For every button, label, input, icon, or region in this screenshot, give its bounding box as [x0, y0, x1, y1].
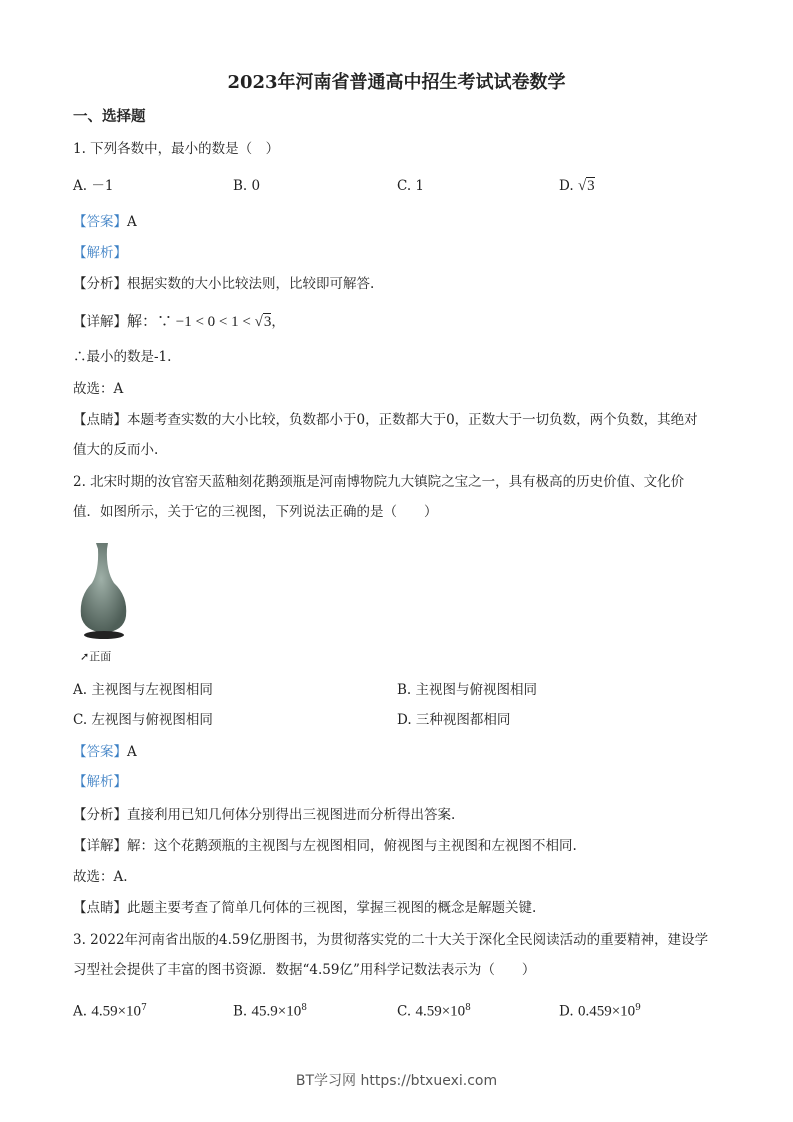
answer-tag: 【答案】 [73, 214, 127, 230]
q1-fenxi [73, 274, 374, 294]
q3-option-d [559, 998, 641, 1022]
detail-math: 解：∵ −1 < 0 < 1 < [127, 314, 255, 330]
footer-watermark: BT学习网 https://btxuexi.com [295, 1073, 498, 1089]
fenxi-text: 直接利用已知几何体分别得出三视图进而分析得出答案. [127, 807, 456, 823]
q2-option-a: A. 主视图与左视图相同 [73, 682, 213, 698]
q1-note [73, 410, 698, 430]
q1-stem: 1. 下列各数中，最小的数是（ ） [73, 141, 280, 157]
answer-tag: 【答案】 [73, 744, 127, 760]
q2-detail [73, 836, 577, 856]
q1-analysis-tag: 【解析】 [73, 245, 127, 261]
option-label: B. [233, 1003, 248, 1020]
q2-note [73, 898, 536, 918]
q1-therefore: ∴最小的数是-1. [73, 349, 172, 365]
option-label: C. [397, 1003, 412, 1020]
q2-option-b: B. 主视图与俯视图相同 [397, 682, 538, 698]
front-caption [80, 647, 111, 667]
q2-option-c: C. 左视图与俯视图相同 [73, 712, 213, 728]
detail-text: 解：这个花鹅颈瓶的主视图与左视图相同，俯视图与主视图和左视图不相同. [127, 838, 577, 854]
caption-text: 正面 [89, 650, 112, 663]
q1-option-d: D. √3 [559, 178, 595, 194]
note-text: 此题主要考查了简单几何体的三视图，掌握三视图的概念是解题关键. [127, 900, 537, 916]
fenxi-tag: 【分析】 [73, 276, 127, 292]
note-text: 本题考查实数的大小比较，负数都小于0，正数都大于0，正数大于一切负数，两个负数，其绝对 [127, 412, 698, 428]
q1-note-cont: 值大的反而小. [73, 442, 159, 458]
section-heading: 一、选择题 [73, 108, 146, 125]
option-exp: 8 [465, 1003, 471, 1013]
option-label: A. [73, 1003, 88, 1020]
note-tag: 【点睛】 [73, 900, 127, 916]
vase-image [76, 541, 132, 641]
q1-option-c: C. 1 [397, 178, 425, 194]
q2-stem-line2: 值．如图所示，关于它的三视图，下列说法正确的是（ ） [73, 504, 438, 520]
answer-value: A [127, 214, 137, 230]
q1-answer [73, 212, 137, 232]
answer-value: A [127, 744, 137, 760]
radicand: 3 [587, 178, 595, 194]
note-tag: 【点睛】 [73, 412, 127, 428]
q2-analysis-tag: 【解析】 [73, 774, 127, 790]
detail-tag: 【详解】 [73, 314, 127, 330]
option-exp: 7 [141, 1003, 147, 1013]
option-base: 0.459×10 [577, 1003, 636, 1020]
q2-option-d: D. 三种视图都相同 [397, 712, 511, 728]
detail-tag: 【详解】 [73, 838, 127, 854]
option-exp: 8 [301, 1003, 307, 1013]
fenxi-text: 根据实数的大小比较法则，比较即可解答. [127, 276, 375, 292]
detail-suffix: ， [271, 314, 285, 330]
page-title: 2023年河南省普通高中招生考试试卷数学 [227, 72, 566, 93]
q2-fenxi [73, 805, 455, 825]
option-base: 4.59×10 [91, 1003, 142, 1020]
q3-option-a [73, 998, 147, 1022]
q2-choose: 故选：A. [73, 869, 128, 885]
fenxi-tag: 【分析】 [73, 807, 127, 823]
option-base: 4.59×10 [415, 1003, 466, 1020]
q3-option-b [233, 998, 307, 1022]
option-exp: 9 [635, 1003, 641, 1013]
q1-option-a: A. －1 [73, 178, 114, 194]
q1-option-b: B. 0 [233, 178, 261, 194]
arrow-icon: ➚ [80, 650, 90, 663]
q2-stem-line1: 2. 北宋时期的汝官窑天蓝釉刻花鹅颈瓶是河南博物院九大镇院之宝之一，具有极高的历史价值、文化价 [73, 474, 685, 490]
option-label: D. [559, 1003, 574, 1020]
q2-answer [73, 742, 137, 762]
q1-choose: 故选：A [73, 381, 124, 397]
q1-detail: 【详解】解：∵ −1 < 0 < 1 < √3， [73, 314, 285, 330]
option-label: D. [559, 178, 578, 194]
q3-stem-line1: 3. 2022年河南省出版的4.59亿册图书，为贯彻落实党的二十大关于深化全民阅读活动的重要精神，建设学 [73, 932, 709, 948]
radicand: 3 [263, 314, 272, 330]
q3-stem-line2: 习型社会提供了丰富的图书资源．数据“4.59亿”用科学记数法表示为（ ） [73, 962, 536, 978]
q3-option-c [397, 998, 471, 1022]
option-base: 45.9×10 [251, 1003, 302, 1020]
